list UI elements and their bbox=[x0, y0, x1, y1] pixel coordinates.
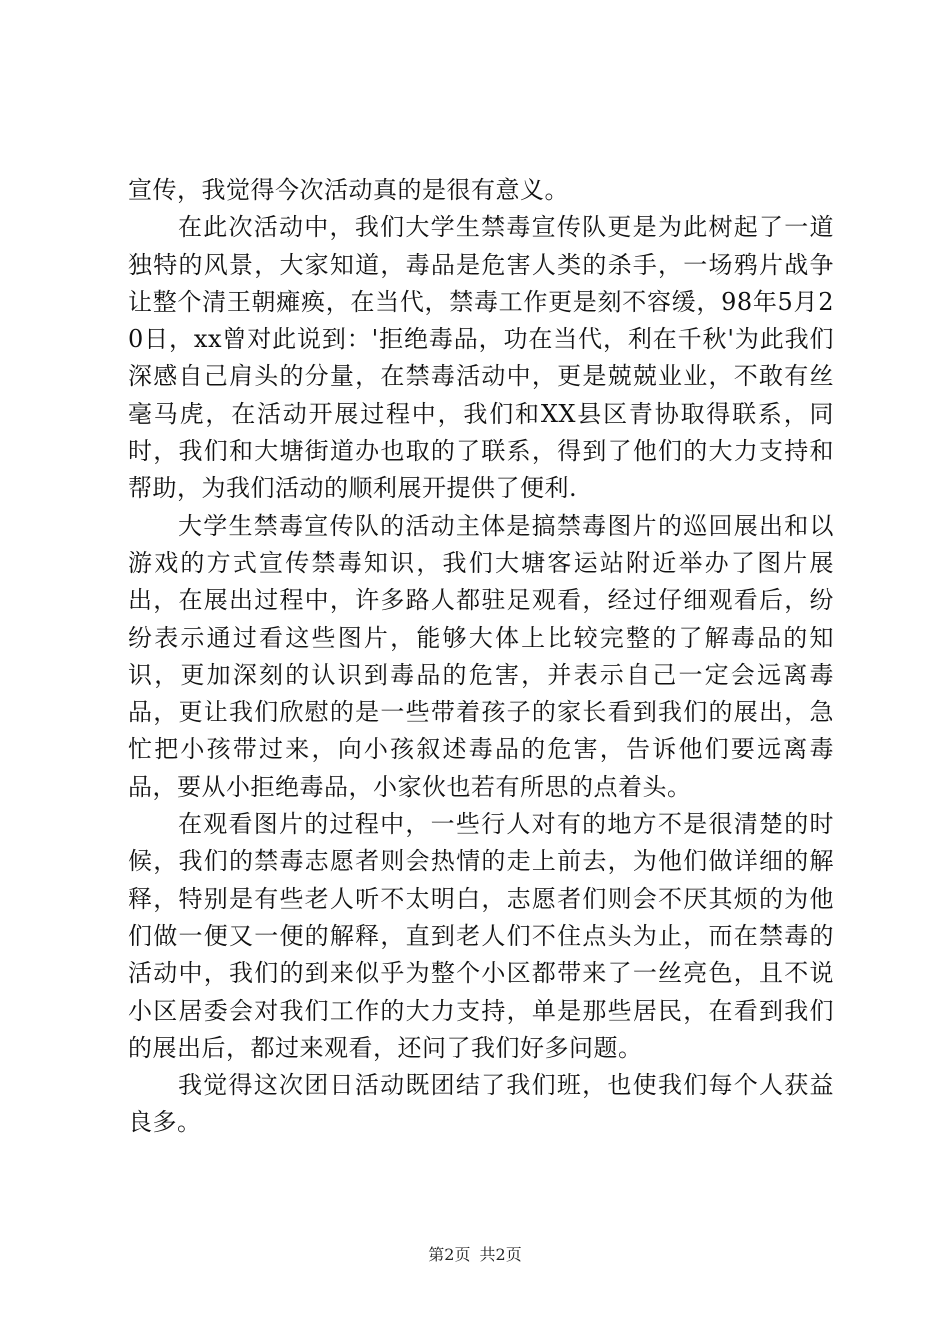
paragraph-1: 宣传，我觉得今次活动真的是很有意义。 bbox=[128, 176, 569, 204]
paragraph-5: 我觉得这次团日活动既团结了我们班，也使我们每个人获益良多。 bbox=[128, 1071, 834, 1137]
page-footer bbox=[0, 1245, 950, 1265]
paragraph-4: 在观看图片的过程中，一些行人对有的地方不是很清楚的时候，我们的禁毒志愿者则会热情的走上前去，为他们做详细的解释，特别是有些老人听不太明白，志愿者们则会不厌其烦的为他们做一便又一便的解释，直到老人们不住点头为止，而在禁毒的活动中，我们的到来似乎为整个小区都带来了一丝亮色，且不说小区居委会对我们工作的大力支持，单是那些居民，在看到我们的展出后，都过来观看，还问了我们好多问题。 bbox=[128, 810, 834, 1062]
paragraph-2: 在此次活动中，我们大学生禁毒宣传队更是为此树起了一道独特的风景，大家知道，毒品是危害人类的杀手，一场鸦片战争让整个清王朝瘫痪，在当代，禁毒工作更是刻不容缓，98年5月20日，xx曾对此说到：'拒绝毒品，功在当代，利在千秋'为此我们深感自己肩头的分量，在禁毒活动中，更是兢兢业业，不敢有丝毫马虎，在活动开展过程中，我们和XX县区青协取得联系，同时，我们和大塘街道办也取的了联系，得到了他们的大力支持和帮助，为我们活动的顺利展开提供了便利. bbox=[128, 213, 834, 503]
document-body bbox=[128, 172, 834, 1142]
page-number: 第2页 bbox=[428, 1245, 471, 1264]
paragraph-3: 大学生禁毒宣传队的活动主体是搞禁毒图片的巡回展出和以游戏的方式宣传禁毒知识，我们大塘客运站附近举办了图片展出，在展出过程中，许多路人都驻足观看，经过仔细观看后，纷纷表示通过看这些图片，能够大体上比较完整的了解毒品的知识，更加深刻的认识到毒品的危害，并表示自己一定会远离毒品，更让我们欣慰的是一些带着孩子的家长看到我们的展出，急忙把小孩带过来，向小孩叙述毒品的危害，告诉他们要远离毒品，要从小拒绝毒品，小家伙也若有所思的点着头。 bbox=[128, 511, 834, 801]
page-total: 共2页 bbox=[479, 1245, 522, 1264]
